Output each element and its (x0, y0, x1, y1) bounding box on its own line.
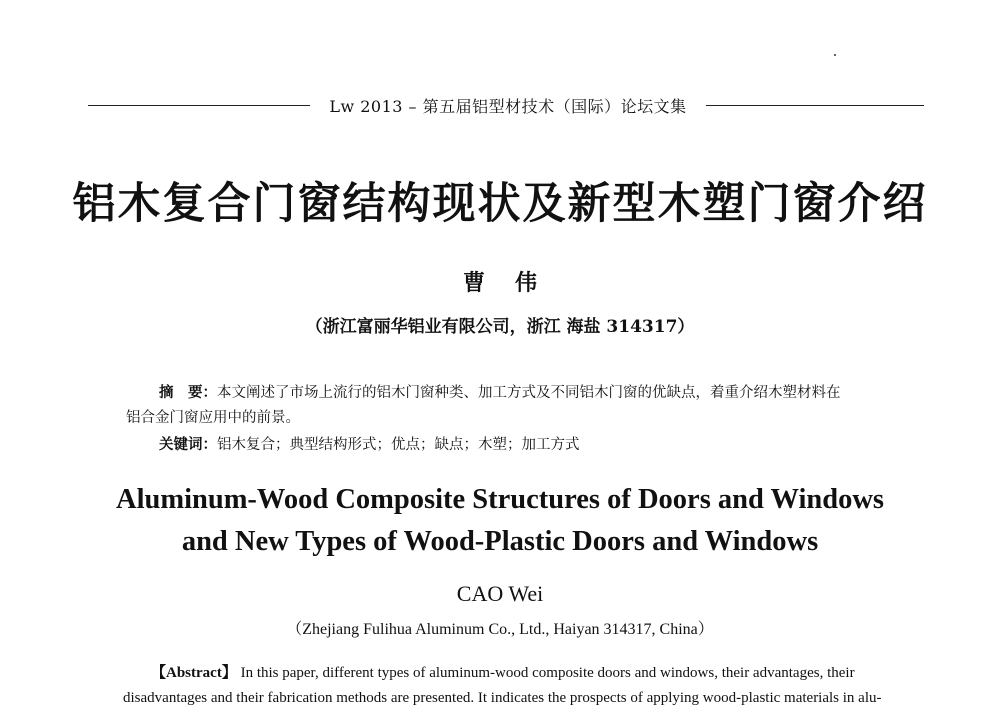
author-english: CAO Wei (456, 581, 544, 606)
paper-title-english-line-2: and New Types of Wood-Plastic Doors and Windows (181, 526, 819, 557)
abstract-chinese-label: 摘 要： (159, 384, 217, 401)
abstract-chinese-text-2: 铝合金门窗应用中的前景。 (126, 410, 300, 426)
abstract-chinese-line-1 (159, 380, 896, 406)
paper-title-chinese: 铝木复合门窗结构现状及新型木塑门窗介绍 (72, 179, 928, 229)
paper-title-english-line-1: Aluminum-Wood Composite Structures of Doors and Windows (115, 484, 885, 515)
abstract-english (123, 661, 893, 711)
abstract-english-line-1 (151, 661, 893, 686)
paper-title-english (0, 479, 1000, 563)
keywords-chinese (159, 433, 580, 454)
running-header (88, 94, 924, 118)
header-rule-left (88, 105, 310, 106)
keywords-text: 铝木复合；典型结构形式；优点；缺点；木塑；加工方式 (217, 437, 580, 453)
running-head-text: Lw 2013 – 第五届铝型材技术（国际）论坛文集 (329, 97, 687, 116)
author-chinese: 曹伟 (462, 270, 567, 296)
affiliation-chinese: （浙江富丽华铝业有限公司，浙江 海盐 314317） (305, 317, 695, 337)
affiliation-english: （Zhejiang Fulihua Aluminum Co., Ltd., Haiyan 314317, China） (286, 621, 714, 638)
header-rule-right (706, 105, 924, 106)
abstract-english-label: 【Abstract】 (151, 665, 237, 681)
keywords-label: 关键词： (159, 436, 217, 453)
scan-speck (834, 54, 836, 56)
abstract-chinese (126, 380, 896, 431)
abstract-english-text-1: In this paper, different types of aluminum-wood composite doors and windows, their advantages, their (240, 665, 855, 681)
abstract-chinese-text-1: 本文阐述了市场上流行的铝木门窗种类、加工方式及不同铝木门窗的优缺点，着重介绍木塑材料在 (217, 385, 841, 401)
abstract-english-text-2: disadvantages and their fabrication methods are presented. It indicates the prospects of applying wood-plastic materials in alu- (123, 690, 882, 706)
